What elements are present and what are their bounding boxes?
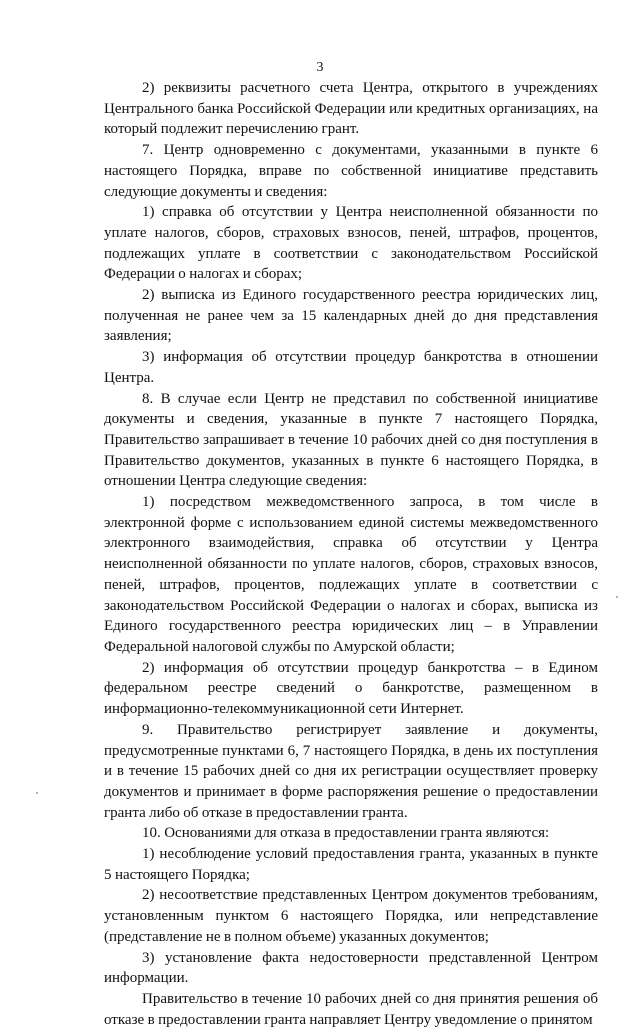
paragraph-account-details: 2) реквизиты расчетного счета Центра, открытого в учреждениях Центрального банка Российской Федерации или кредитных организациях, на который подлежит перечислению грант. xyxy=(104,80,598,138)
scan-speck xyxy=(616,596,618,598)
page-number: 3 xyxy=(316,60,324,75)
paragraph-refusal-notice: Правительство в течение 10 рабочих дней со дня принятия решения об отказе в предоставлении гранта направляет Центру уведомление о принятом xyxy=(104,990,598,1028)
paragraph-item-7-3: 3) информация об отсутствии процедур банкротства в отношении Центра. xyxy=(104,349,598,386)
paragraph-item-10-3: 3) установление факта недостоверности представленной Центром информации. xyxy=(104,949,598,987)
paragraph-item-8: 8. В случае если Центр не представил по собственной инициативе документы и сведения, указанные в пункте 7 настоящего Порядка, Правительство запрашивает в течение 10 рабочих дней со дня поступления в Правительство документов, указанных в пункте 6 настоящего Порядка, в отношении Центра следующие сведения: xyxy=(104,390,598,490)
paragraph-item-10-2: 2) несоответствие представленных Центром документов требованиям, установленным пунктом 6 настоящего Порядка, или непредставление (представление не в полном объеме) указанных документов; xyxy=(104,887,598,945)
paragraph-item-8-1: 1) посредством межведомственного запроса, в том числе в электронной форме с использованием единой системы межведомственного электронного взаимодействия, справка об отсутствии у Центра неисполненной обязанности по уплате налогов, сборов, страховых взносов, пеней, штрафов, процентов, подлежащих уплате в соответствии с законодательством Российской Федерации о налогах и сборах, выписка из Единого государственного реестра юридических лиц – в Управлении Федеральной налоговой службы по Амурской области; xyxy=(104,494,598,655)
paragraph-item-10: 10. Основаниями для отказа в предоставлении гранта являются: xyxy=(142,825,550,842)
paragraph-item-10-1: 1) несоблюдение условий предоставления гранта, указанных в пункте 5 настоящего Порядка; xyxy=(104,846,598,883)
paragraph-item-7-1: 1) справка об отсутствии у Центра неисполненной обязанности по уплате налогов, сборов, страховых взносов, пеней, штрафов, процентов, подлежащих уплате в соответствии с законодательством Российской Федерации о налогах и сборах; xyxy=(104,204,598,283)
paragraph-item-8-2: 2) информация об отсутствии процедур банкротства – в Едином федеральном реестре сведений о банкротстве, размещенном в информационно-телекоммуникационной сети Интернет. xyxy=(104,659,598,718)
paragraph-item-9: 9. Правительство регистрирует заявление и документы, предусмотренные пунктами 6, 7 настоящего Порядка, в день их поступления и в течение 15 рабочих дней со дня их регистрации осуществляет проверку документов и принимает в форме распоряжения решение о предоставлении гранта либо об отказе в предоставлении гранта. xyxy=(104,721,598,821)
paragraph-item-7-2: 2) выписка из Единого государственного реестра юридических лиц, полученная не ранее чем за 15 календарных дней до дня представления заявления; xyxy=(104,287,598,345)
document-body xyxy=(104,78,598,1030)
paragraph-item-7: 7. Центр одновременно с документами, указанными в пункте 6 настоящего Порядка, вправе по собственной инициативе представить следующие документы и сведения: xyxy=(104,142,598,200)
scan-speck xyxy=(36,792,38,794)
